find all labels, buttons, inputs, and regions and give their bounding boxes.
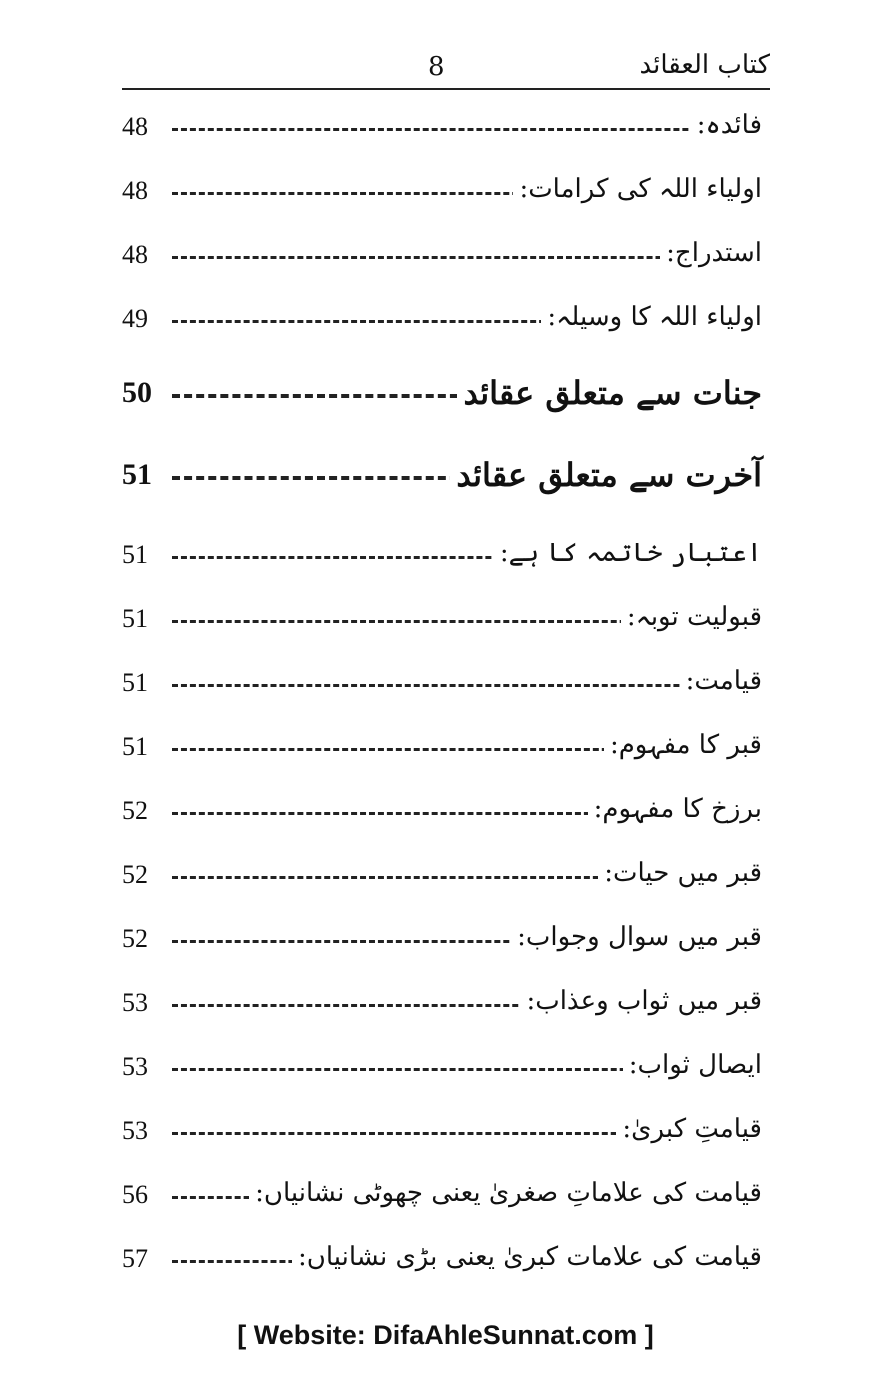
toc-entry-title: قبر کا مفہوم: bbox=[604, 730, 762, 760]
toc-entry-page: 52 bbox=[122, 796, 148, 825]
toc-entry bbox=[122, 590, 770, 654]
toc-entry bbox=[122, 162, 770, 226]
toc-entry bbox=[122, 1166, 770, 1230]
toc-entry-title: قبر میں حیات: bbox=[598, 858, 762, 888]
toc-entry-page: 53 bbox=[122, 1116, 148, 1145]
toc-entry-page: 48 bbox=[122, 112, 148, 141]
book-title: کتاب العقائد bbox=[639, 50, 770, 80]
toc-entry-page: 48 bbox=[122, 176, 148, 205]
toc-entry-title: اولیاء اللہ کا وسیلہ: bbox=[541, 302, 762, 332]
toc-section-heading bbox=[122, 440, 770, 522]
toc-entry bbox=[122, 98, 770, 162]
toc-entry-title: فائدہ: bbox=[691, 110, 762, 140]
toc-heading-title: جنات سے متعلق عقائد bbox=[457, 374, 762, 412]
dotted-leader bbox=[172, 684, 760, 687]
toc-entry bbox=[122, 290, 770, 354]
toc-entry-title: قیامت کی علاماتِ صغریٰ یعنی چھوٹی نشانیاں: bbox=[249, 1178, 762, 1208]
toc-entry bbox=[122, 226, 770, 290]
toc-entry bbox=[122, 1102, 770, 1166]
toc-heading-title: آخرت سے متعلق عقائد bbox=[450, 456, 762, 494]
toc-entry-page: 56 bbox=[122, 1180, 148, 1209]
toc-entry-page: 52 bbox=[122, 924, 148, 953]
toc-heading-page: 50 bbox=[122, 376, 152, 409]
toc-entry bbox=[122, 910, 770, 974]
toc-entry-title: استدراج: bbox=[660, 238, 762, 268]
toc-entry-page: 49 bbox=[122, 304, 148, 333]
toc-entry-page: 48 bbox=[122, 240, 148, 269]
website-footer: [ Website: DifaAhleSunnat.com ] bbox=[237, 1320, 654, 1350]
toc-entry-title: اولیاء اللہ کی کرامات: bbox=[513, 174, 762, 204]
page-header bbox=[122, 48, 770, 90]
toc-entry-page: 57 bbox=[122, 1244, 148, 1273]
toc-entry-title: قیامت: bbox=[680, 666, 762, 696]
toc-entry bbox=[122, 718, 770, 782]
toc-heading-page: 51 bbox=[122, 458, 152, 491]
dotted-leader bbox=[172, 128, 760, 131]
toc-entry-title: برزخ کا مفہوم: bbox=[588, 794, 762, 824]
toc-entry bbox=[122, 846, 770, 910]
toc-entry bbox=[122, 1038, 770, 1102]
toc-entry-page: 52 bbox=[122, 860, 148, 889]
toc-entry-title: اعتبار خاتمہ کا ہے: bbox=[494, 538, 762, 568]
toc-entry-title: قیامت کی علامات کبریٰ یعنی بڑی نشانیاں: bbox=[292, 1242, 762, 1272]
toc-entry bbox=[122, 526, 770, 590]
toc-entry-title: قیامتِ کبریٰ: bbox=[616, 1114, 762, 1144]
toc-entry-title: ایصال ثواب: bbox=[623, 1050, 762, 1080]
toc-entry-page: 53 bbox=[122, 1052, 148, 1081]
toc-entry bbox=[122, 1230, 770, 1294]
toc-entry-title: قبولیت توبہ: bbox=[621, 602, 762, 632]
toc-section-heading bbox=[122, 358, 770, 440]
page-number: 8 bbox=[428, 52, 445, 82]
toc-entry-title: قبر میں سوال وجواب: bbox=[511, 922, 762, 952]
toc-entry-page: 51 bbox=[122, 540, 148, 569]
toc-entry-title: قبر میں ثواب وعذاب: bbox=[520, 986, 762, 1016]
toc-entry bbox=[122, 654, 770, 718]
toc-entry-page: 51 bbox=[122, 732, 148, 761]
toc-entry-page: 51 bbox=[122, 668, 148, 697]
toc-entry bbox=[122, 782, 770, 846]
table-of-contents bbox=[122, 98, 770, 1294]
toc-entry-page: 51 bbox=[122, 604, 148, 633]
toc-entry-page: 53 bbox=[122, 988, 148, 1017]
toc-entry bbox=[122, 974, 770, 1038]
